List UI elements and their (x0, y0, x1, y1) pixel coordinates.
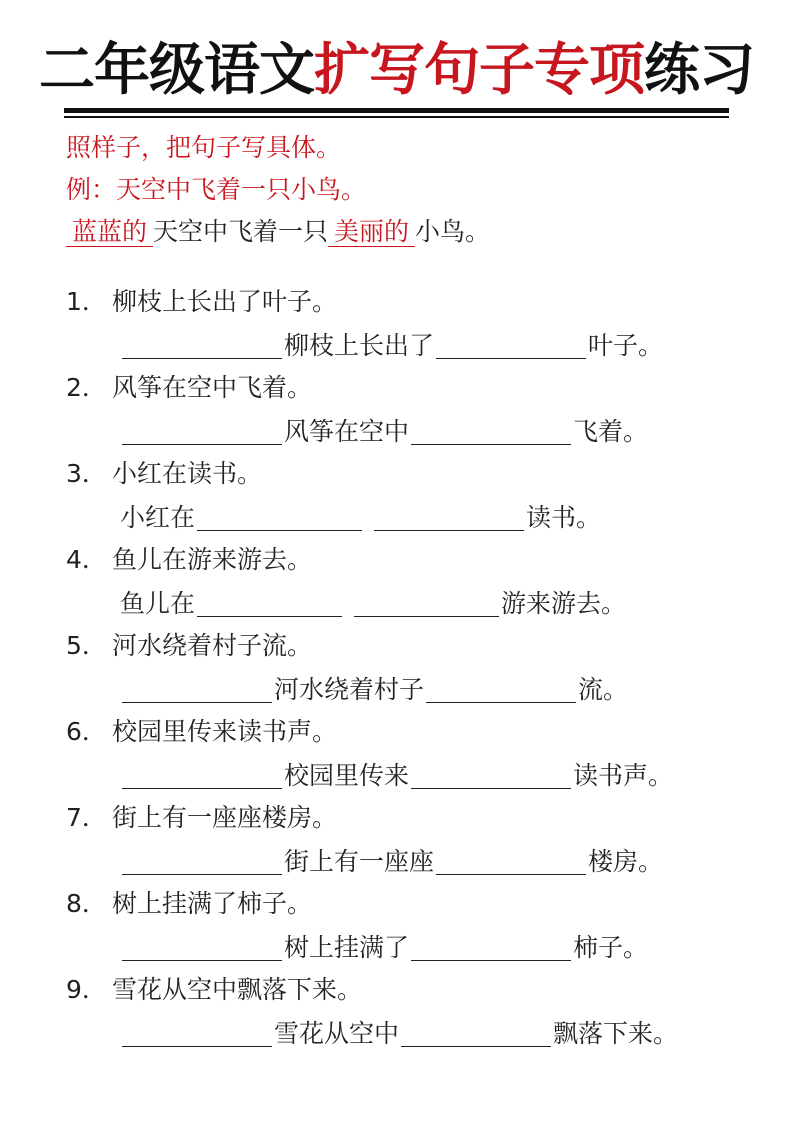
answer-blank[interactable] (411, 418, 571, 445)
question-2: 2． 风筝在空中飞着。 (66, 373, 313, 402)
answer-blank[interactable] (122, 332, 282, 359)
answer-line-8: 树上挂满了 柿子。 (120, 932, 648, 964)
answer-blank[interactable] (436, 332, 586, 359)
question-1: 1． 柳枝上长出了叶子。 (66, 287, 338, 316)
answer-blank[interactable] (197, 504, 362, 531)
answer-blank[interactable] (411, 762, 571, 789)
example-label: 例：天空中飞着一只小鸟。 (66, 175, 367, 204)
answer-line-4: 鱼儿在 游来游去。 (120, 589, 626, 618)
answer-line-1: 柳枝上长出了 叶子。 (120, 330, 663, 362)
title-part-3: 练习 (644, 38, 754, 103)
question-4: 4． 鱼儿在游来游去。 (66, 545, 313, 574)
instruction-line: 照样子，把句子写具体。 (66, 133, 342, 162)
answer-line-6: 校园里传来 读书声。 (120, 760, 673, 792)
answer-blank[interactable] (426, 676, 576, 703)
answer-line-9: 雪花从空中 飘落下来。 (120, 1018, 678, 1050)
question-5: 5． 河水绕着村子流。 (66, 631, 313, 660)
question-8: 8． 树上挂满了柿子。 (66, 889, 313, 918)
answer-blank[interactable] (122, 762, 282, 789)
answer-blank[interactable] (374, 504, 524, 531)
title-part-1: 二年级语文 (39, 38, 314, 103)
page-title (0, 38, 793, 104)
answer-blank[interactable] (122, 418, 282, 445)
answer-line-5: 河水绕着村子 流。 (120, 674, 628, 706)
example-blank-1: 蓝蓝的 (66, 218, 153, 247)
answer-blank[interactable] (122, 676, 272, 703)
answer-blank[interactable] (436, 848, 586, 875)
title-divider-thin (64, 116, 729, 118)
answer-line-3: 小红在 读书。 (120, 503, 601, 532)
question-3: 3． 小红在读书。 (66, 459, 263, 488)
example-answer (66, 216, 490, 248)
answer-blank[interactable] (122, 848, 282, 875)
question-7: 7． 街上有一座座楼房。 (66, 803, 338, 832)
question-6: 6． 校园里传来读书声。 (66, 717, 338, 746)
answer-blank[interactable] (197, 590, 342, 617)
question-9: 9． 雪花从空中飘落下来。 (66, 975, 363, 1004)
answer-blank[interactable] (411, 934, 571, 961)
title-part-2: 扩写句子专项 (314, 38, 644, 103)
example-end: 小鸟。 (415, 217, 491, 246)
title-divider-thick (64, 108, 729, 113)
example-mid: 天空中飞着一只 (153, 217, 329, 246)
answer-blank[interactable] (354, 590, 499, 617)
example-blank-2: 美丽的 (328, 218, 415, 247)
answer-blank[interactable] (401, 1020, 551, 1047)
answer-blank[interactable] (122, 934, 282, 961)
answer-blank[interactable] (122, 1020, 272, 1047)
answer-line-2: 风筝在空中 飞着。 (120, 416, 648, 448)
answer-line-7: 街上有一座座 楼房。 (120, 846, 663, 878)
